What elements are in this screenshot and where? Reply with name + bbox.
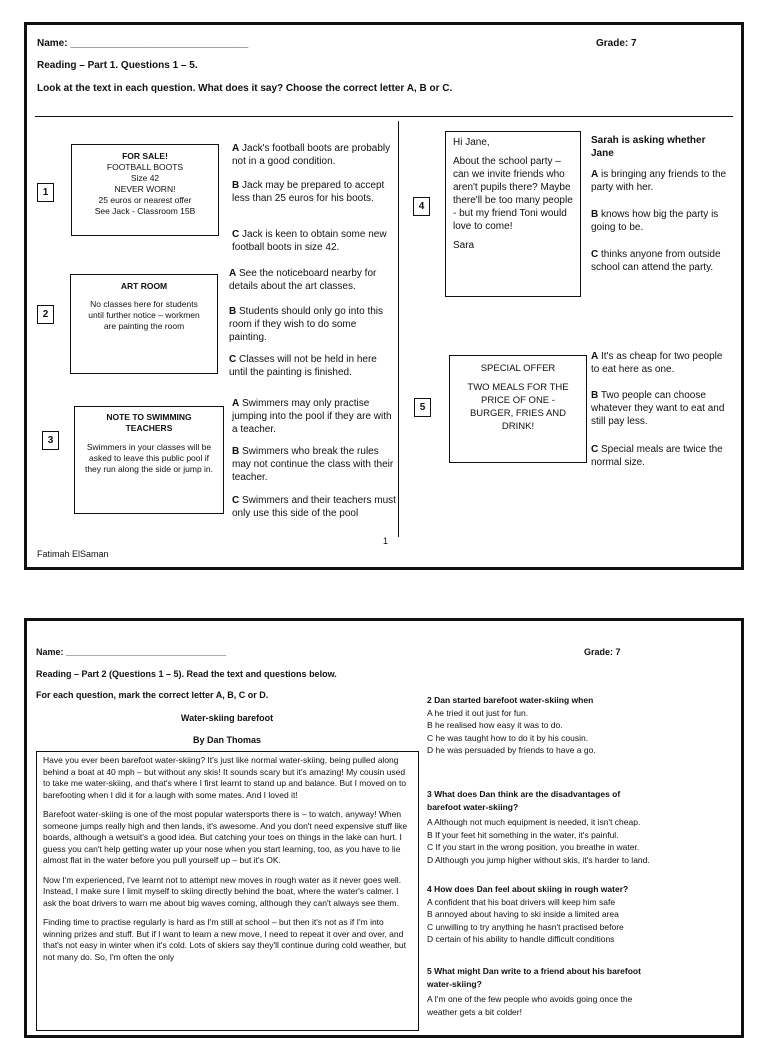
answer-option[interactable]: A he tried it out just for fun. [427, 707, 529, 718]
art-room-notice [70, 274, 218, 374]
note-signature: Sara [453, 240, 475, 251]
option-2a[interactable] [229, 267, 395, 293]
part-heading: Reading – Part 1. Questions 1 – 5. [37, 60, 198, 71]
option-text: Swimmers may only practise jumping into the pool if they are with a teacher. [232, 398, 392, 435]
name-label: Name: ________________________________ [36, 647, 227, 657]
notice-title: NOTE TO SWIMMING TEACHERS [106, 412, 192, 433]
answer-option[interactable]: B he realised how easy it was to do. [427, 720, 563, 730]
note-body: About the school party – can we invite friends who aren't pupils there? Maybe there'll be too many people - but my friend Toni would love to come! [453, 156, 573, 232]
for-sale-notice [71, 144, 219, 236]
article-text-box [36, 751, 419, 1031]
instruction-text: Look at the text in each question. What does it say? Choose the correct letter A, B or C. [37, 83, 453, 94]
instruction-text: For each question, mark the correct letter A, B, C or D. [36, 690, 269, 700]
notice-line: See Jack - Classroom 15B [94, 206, 196, 216]
option-text: Swimmers and their teachers must only use this side of the pool [232, 495, 396, 519]
option-letter: C [591, 249, 599, 260]
option-text: Students should only go into this room if they wish to do some painting. [229, 306, 383, 343]
question-3-block [427, 788, 727, 866]
option-1c[interactable] [232, 228, 395, 254]
part-heading: Reading – Part 2 (Questions 1 – 5). Read the text and questions below. [36, 669, 337, 679]
option-text: Classes will not be held in here until the painting is finished. [229, 354, 377, 378]
question-stem: 3 What does Dan think are the disadvantages of barefoot water-skiing? [427, 789, 621, 812]
option-5a[interactable] [591, 350, 733, 376]
swimming-notice [74, 406, 224, 514]
article-paragraph: Barefoot water-skiing is one of the most popular watersports there is – to watch, anyway! When someone jumps really high and then lands, it's awesome. And you don't need expensive stuff like boards, although a wetsuit's a good idea. But catching your toes on things in the lake can hurt. I guess you can't help getting water up your nose when you start learning, too, as you have to lie almost flat in the water before you pull yourself up – but it's OK. [43, 809, 408, 865]
page-number: 1 [383, 536, 389, 546]
question-4-block [427, 883, 727, 946]
answer-option[interactable]: C unwilling to try anything he hasn't practised before [427, 921, 624, 932]
option-2b[interactable] [229, 305, 395, 344]
option-text: Two people can choose whatever they want to eat and still pay less. [591, 390, 725, 427]
name-label: Name: ________________________________ [37, 38, 249, 49]
option-letter: C [229, 354, 237, 365]
notice-body: Swimmers in your classes will be asked to leave this public pool if they run along the side or jump in. [84, 442, 214, 474]
option-letter: A [591, 169, 599, 180]
question-stem: 2 Dan started barefoot water-skiing when [427, 695, 594, 705]
option-2c[interactable] [229, 353, 395, 379]
article-paragraph: Finding time to practise regularly is hard as I'm still at school – but then it's not as if I'm into winning prizes and stuff. But if I want to learn a new move, I need to repeat it over and over, and that's not easy in winter when it's cold. Lots of skiers say they'll continue during cold weather, but not many do. So, I'm often the only [43, 917, 407, 962]
notice-line: Size 42 [130, 173, 160, 183]
worksheet-page-2 [24, 618, 744, 1038]
answer-option[interactable]: C he was taught how to do it by his cousin. [427, 732, 589, 743]
answer-option[interactable]: A confident that his boat drivers will keep him safe [427, 896, 616, 907]
question-stem: 4 How does Dan feel about skiing in rough water? [427, 884, 629, 894]
option-letter: B [232, 180, 240, 191]
option-4c[interactable] [591, 248, 733, 274]
question-number-1: 1 [37, 183, 54, 202]
option-text: thinks anyone from outside school can attend the party. [591, 249, 721, 273]
option-letter: C [232, 495, 240, 506]
option-letter: B [229, 306, 237, 317]
article-paragraph: Have you ever been barefoot water-skiing? It's just like normal water-skiing, being pulled along behind a boat at 40 mph – but without any skis! It sounds scary but it's amazing! My cousin used to take me water-skiing, and that's where I first learnt to stand up and balance. But I moved on to barefooting when I did it for a laugh with some mates. And I loved it! [43, 755, 407, 800]
notice-body: TWO MEALS FOR THE PRICE OF ONE - BURGER, FRIES AND DRINK! [467, 382, 569, 432]
option-letter: C [591, 444, 599, 455]
option-1a[interactable] [232, 142, 395, 168]
option-1b[interactable] [232, 179, 395, 205]
question-5-block [427, 965, 657, 1018]
option-letter: A [591, 351, 599, 362]
option-text: It's as cheap for two people to eat here as one. [591, 351, 723, 375]
option-3c[interactable] [232, 494, 400, 520]
notice-body: No classes here for students until further notice – workmen are painting the room [88, 299, 200, 331]
grade-label: Grade: 7 [596, 38, 637, 49]
question-number-2: 2 [37, 305, 54, 324]
option-text: Jack's football boots are probably not in a good condition. [232, 143, 391, 167]
horizontal-divider [35, 116, 733, 117]
question-2-block [427, 694, 727, 757]
option-text: Swimmers who break the rules may not continue the class with their teacher. [232, 446, 394, 483]
note-to-jane [445, 131, 581, 297]
option-letter: B [591, 209, 599, 220]
article-byline: By Dan Thomas [192, 735, 261, 745]
worksheet-page-1 [24, 22, 744, 570]
option-4b[interactable] [591, 208, 733, 234]
answer-option[interactable]: A I'm one of the few people who avoids going once the weather gets a bit colder! [427, 994, 633, 1017]
question-number-3: 3 [42, 431, 59, 450]
option-letter: A [229, 268, 237, 279]
special-offer-notice [449, 355, 587, 463]
notice-line: NEVER WORN! [114, 184, 176, 194]
answer-option[interactable]: D certain of his ability to handle difficult conditions [427, 934, 615, 944]
option-letter: B [591, 390, 599, 401]
answer-option[interactable]: D Although you jump higher without skis, it's harder to land. [427, 854, 650, 865]
column-divider [398, 121, 399, 537]
answer-option[interactable]: B annoyed about having to ski inside a limited area [427, 909, 619, 919]
option-text: Jack is keen to obtain some new football boots in size 42. [232, 229, 387, 253]
option-text: Jack may be prepared to accept less than 25 euros for his boots. [232, 180, 385, 204]
option-letter: C [232, 229, 240, 240]
option-3a[interactable] [232, 397, 396, 436]
option-letter: A [232, 398, 240, 409]
option-text: See the noticeboard nearby for details about the art classes. [229, 268, 377, 292]
notice-line: 25 euros or nearest offer [98, 195, 192, 205]
option-letter: B [232, 446, 240, 457]
question-4-stem: Sarah is asking whether Jane [591, 135, 706, 159]
option-5c[interactable] [591, 443, 733, 469]
option-letter: A [232, 143, 240, 154]
notice-title: SPECIAL OFFER [480, 363, 556, 374]
option-5b[interactable] [591, 389, 735, 428]
notice-title: ART ROOM [120, 281, 168, 291]
question-number-5: 5 [414, 398, 431, 417]
answer-option[interactable]: B If your feet hit something in the water, it's painful. [427, 829, 619, 840]
answer-option[interactable]: A Although not much equipment is needed, it isn't cheap. [427, 817, 641, 827]
option-4a[interactable] [591, 168, 733, 194]
note-greeting: Hi Jane, [453, 137, 490, 148]
grade-label: Grade: 7 [584, 647, 621, 657]
question-stem: 5 What might Dan write to a friend about his barefoot water-skiing? [427, 966, 641, 989]
question-number-4: 4 [413, 197, 430, 216]
option-text: knows how big the party is going to be. [591, 209, 719, 233]
article-title: Water-skiing barefoot [180, 713, 274, 723]
notice-line: FOR SALE! [122, 151, 168, 161]
author-name: Fatimah ElSaman [37, 549, 109, 559]
option-text: is bringing any friends to the party with her. [591, 169, 727, 193]
option-text: Special meals are twice the normal size. [591, 444, 723, 468]
answer-option[interactable]: C If you start in the wrong position, you breathe in water. [427, 842, 640, 852]
notice-line: FOOTBALL BOOTS [106, 162, 184, 172]
option-3b[interactable] [232, 445, 396, 484]
answer-option[interactable]: D he was persuaded by friends to have a go. [427, 745, 596, 755]
article-paragraph: Now I'm experienced, I've learnt not to attempt new moves in rough water as it never goes well. Instead, I make sure I limit myself to skiing directly behind the boat, where the water's calmer. I ask the boat drivers to warn me about big waves coming, although they can't always see them. [43, 874, 402, 908]
